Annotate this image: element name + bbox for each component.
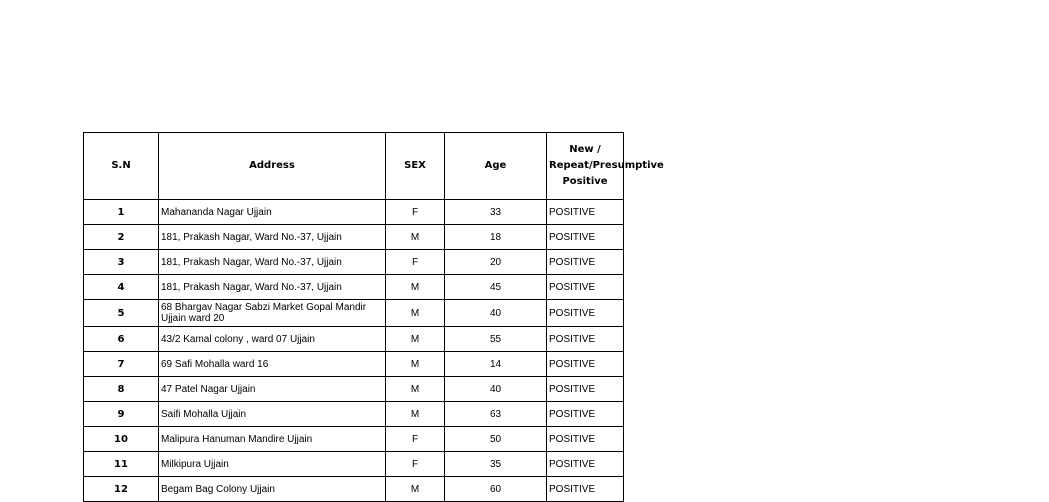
table-row [84,352,624,377]
table-row [84,300,624,327]
header-address: Address [159,133,386,200]
cell-address: Saifi Mohalla Ujjain [159,402,386,427]
table-row [84,327,624,352]
cell-sex: M [386,225,445,250]
table-row [84,275,624,300]
cell-address: 47 Patel Nagar Ujjain [159,377,386,402]
cell-age: 18 [445,225,547,250]
table-row [84,377,624,402]
cell-age: 55 [445,327,547,352]
cell-status: POSITIVE [547,327,624,352]
header-sex: SEX [386,133,445,200]
cell-sex: M [386,402,445,427]
header-age: Age [445,133,547,200]
cell-sex: F [386,452,445,477]
table-row [84,225,624,250]
cell-age: 40 [445,300,547,327]
cell-address: Malipura Hanuman Mandire Ujjain [159,427,386,452]
cell-sn: 12 [84,477,159,502]
cell-status: POSITIVE [547,250,624,275]
cell-sn: 6 [84,327,159,352]
header-status: New / Repeat/Presumptive Positive [547,133,624,200]
cell-sn: 1 [84,200,159,225]
cell-sn: 2 [84,225,159,250]
cell-sex: M [386,300,445,327]
cell-sn: 10 [84,427,159,452]
cell-sn: 11 [84,452,159,477]
cell-age: 50 [445,427,547,452]
cell-status: POSITIVE [547,225,624,250]
cell-sn: 5 [84,300,159,327]
cell-status: POSITIVE [547,427,624,452]
cell-status: POSITIVE [547,352,624,377]
cell-address: 181, Prakash Nagar, Ward No.-37, Ujjain [159,225,386,250]
cell-age: 35 [445,452,547,477]
cell-age: 60 [445,477,547,502]
cell-sn: 4 [84,275,159,300]
cell-sex: M [386,327,445,352]
cell-status: POSITIVE [547,477,624,502]
cell-age: 63 [445,402,547,427]
cell-age: 45 [445,275,547,300]
cell-status: POSITIVE [547,300,624,327]
table-row [84,200,624,225]
cell-sn: 7 [84,352,159,377]
cell-sn: 8 [84,377,159,402]
cell-address: Mahananda Nagar Ujjain [159,200,386,225]
cell-status: POSITIVE [547,377,624,402]
patient-table [83,132,664,502]
header-row [84,133,624,200]
cell-age: 14 [445,352,547,377]
cell-address: Begam Bag Colony Ujjain [159,477,386,502]
cell-status: POSITIVE [547,200,624,225]
table-row [84,452,624,477]
cell-address: 68 Bhargav Nagar Sabzi Market Gopal Mandir Ujjain ward 20 [159,300,386,327]
cell-sex: F [386,250,445,275]
cell-address: 69 Safi Mohalla ward 16 [159,352,386,377]
cell-sn: 9 [84,402,159,427]
cell-address: 43/2 Kamal colony , ward 07 Ujjain [159,327,386,352]
cell-sex: M [386,377,445,402]
cell-status: POSITIVE [547,402,624,427]
header-sn: S.N [84,133,159,200]
cell-sex: F [386,200,445,225]
cell-sex: M [386,352,445,377]
cell-sex: M [386,275,445,300]
table-row [84,427,624,452]
cell-age: 33 [445,200,547,225]
cell-address: Milkipura Ujjain [159,452,386,477]
cell-age: 40 [445,377,547,402]
cell-age: 20 [445,250,547,275]
cell-status: POSITIVE [547,452,624,477]
cell-address: 181, Prakash Nagar, Ward No.-37, Ujjain [159,250,386,275]
table-row [84,250,624,275]
cell-sex: F [386,427,445,452]
cell-address: 181, Prakash Nagar, Ward No.-37, Ujjain [159,275,386,300]
cell-sex: M [386,477,445,502]
cell-status: POSITIVE [547,275,624,300]
table-row [84,402,624,427]
cell-sn: 3 [84,250,159,275]
table-row [84,477,624,502]
